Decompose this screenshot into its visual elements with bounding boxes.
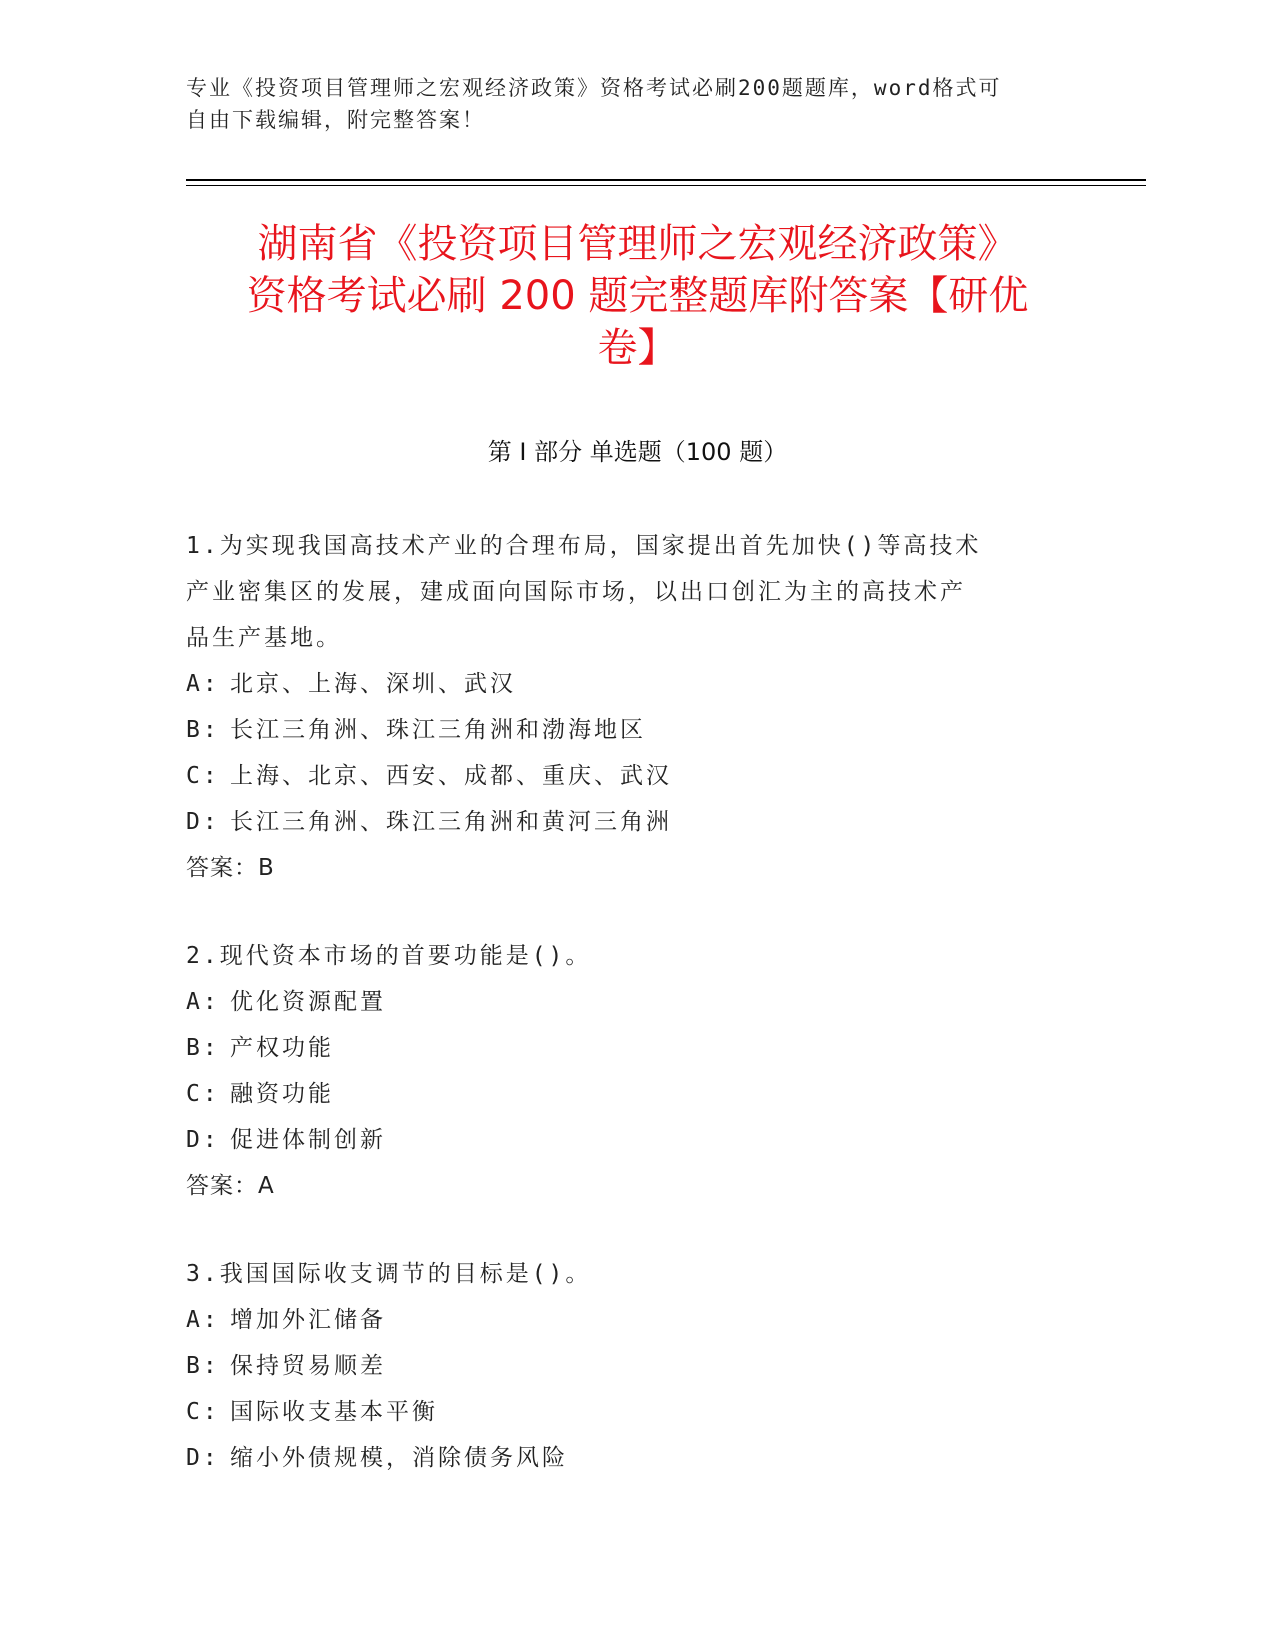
option-letter: C: (186, 1081, 220, 1107)
option-letter: C: (186, 1399, 220, 1425)
option-a (186, 979, 1066, 1025)
option-b (186, 707, 1066, 753)
question-stem (186, 523, 1066, 661)
question-spacer (186, 1209, 1066, 1251)
header-note-line-2: 自由下载编辑，附完整答案！ (186, 108, 485, 132)
answer: 答案：B (186, 855, 275, 881)
option-letter: A: (186, 989, 220, 1015)
option-a (186, 661, 1066, 707)
option-text: 上海、北京、西安、成都、重庆、武汉 (230, 763, 672, 789)
question-stem-line: 1.为实现我国高技术产业的合理布局，国家提出首先加快()等高技术 (186, 533, 982, 559)
question-stem (186, 933, 1066, 979)
document-title-line-1: 湖南省《投资项目管理师之宏观经济政策》 (257, 221, 1018, 267)
option-c (186, 753, 1066, 799)
option-text: 产权功能 (230, 1035, 334, 1061)
option-letter: B: (186, 1035, 220, 1061)
option-letter: D: (186, 1445, 220, 1471)
option-b (186, 1025, 1066, 1071)
option-c (186, 1389, 1066, 1435)
option-a (186, 1297, 1066, 1343)
option-text: 优化资源配置 (230, 989, 386, 1015)
answer: 答案：A (186, 1173, 275, 1199)
option-d (186, 799, 1066, 845)
question-stem-line: 品生产基地。 (186, 625, 342, 651)
question-stem-line: 产业密集区的发展，建成面向国际市场，以出口创汇为主的高技术产 (186, 579, 966, 605)
option-letter: C: (186, 763, 220, 789)
option-d (186, 1117, 1066, 1163)
option-text: 北京、上海、深圳、武汉 (230, 671, 516, 697)
option-letter: B: (186, 1353, 220, 1379)
header-note (186, 72, 1066, 136)
question-stem-line: 2.现代资本市场的首要功能是()。 (186, 943, 592, 969)
question-2 (186, 933, 1066, 1209)
option-text: 保持贸易顺差 (230, 1353, 386, 1379)
option-text: 长江三角洲、珠江三角洲和渤海地区 (230, 717, 646, 743)
document-title (186, 218, 1089, 374)
option-letter: A: (186, 671, 220, 697)
header-rule-thin (186, 185, 1146, 186)
question-stem-line: 3.我国国际收支调节的目标是()。 (186, 1261, 592, 1287)
question-3 (186, 1251, 1066, 1481)
option-letter: D: (186, 1127, 220, 1153)
section-heading: 第 I 部分 单选题（100 题） (487, 438, 788, 466)
question-spacer (186, 891, 1066, 933)
option-letter: B: (186, 717, 220, 743)
question-1 (186, 523, 1066, 891)
option-d (186, 1435, 1066, 1481)
option-letter: D: (186, 809, 220, 835)
option-b (186, 1343, 1066, 1389)
document-title-line-3: 卷】 (597, 325, 678, 371)
option-letter: A: (186, 1307, 220, 1333)
option-text: 国际收支基本平衡 (230, 1399, 438, 1425)
option-text: 促进体制创新 (230, 1127, 386, 1153)
question-list (186, 523, 1066, 1481)
option-c (186, 1071, 1066, 1117)
option-text: 融资功能 (230, 1081, 334, 1107)
option-text: 增加外汇储备 (230, 1307, 386, 1333)
document-title-line-2: 资格考试必刷 200 题完整题库附答案【研优 (246, 273, 1029, 319)
option-text: 缩小外债规模，消除债务风险 (230, 1445, 568, 1471)
option-text: 长江三角洲、珠江三角洲和黄河三角洲 (230, 809, 672, 835)
header-rule-thick (186, 179, 1146, 181)
question-stem (186, 1251, 1066, 1297)
header-note-line-1: 专业《投资项目管理师之宏观经济政策》资格考试必刷200题题库，word格式可 (186, 76, 1002, 100)
